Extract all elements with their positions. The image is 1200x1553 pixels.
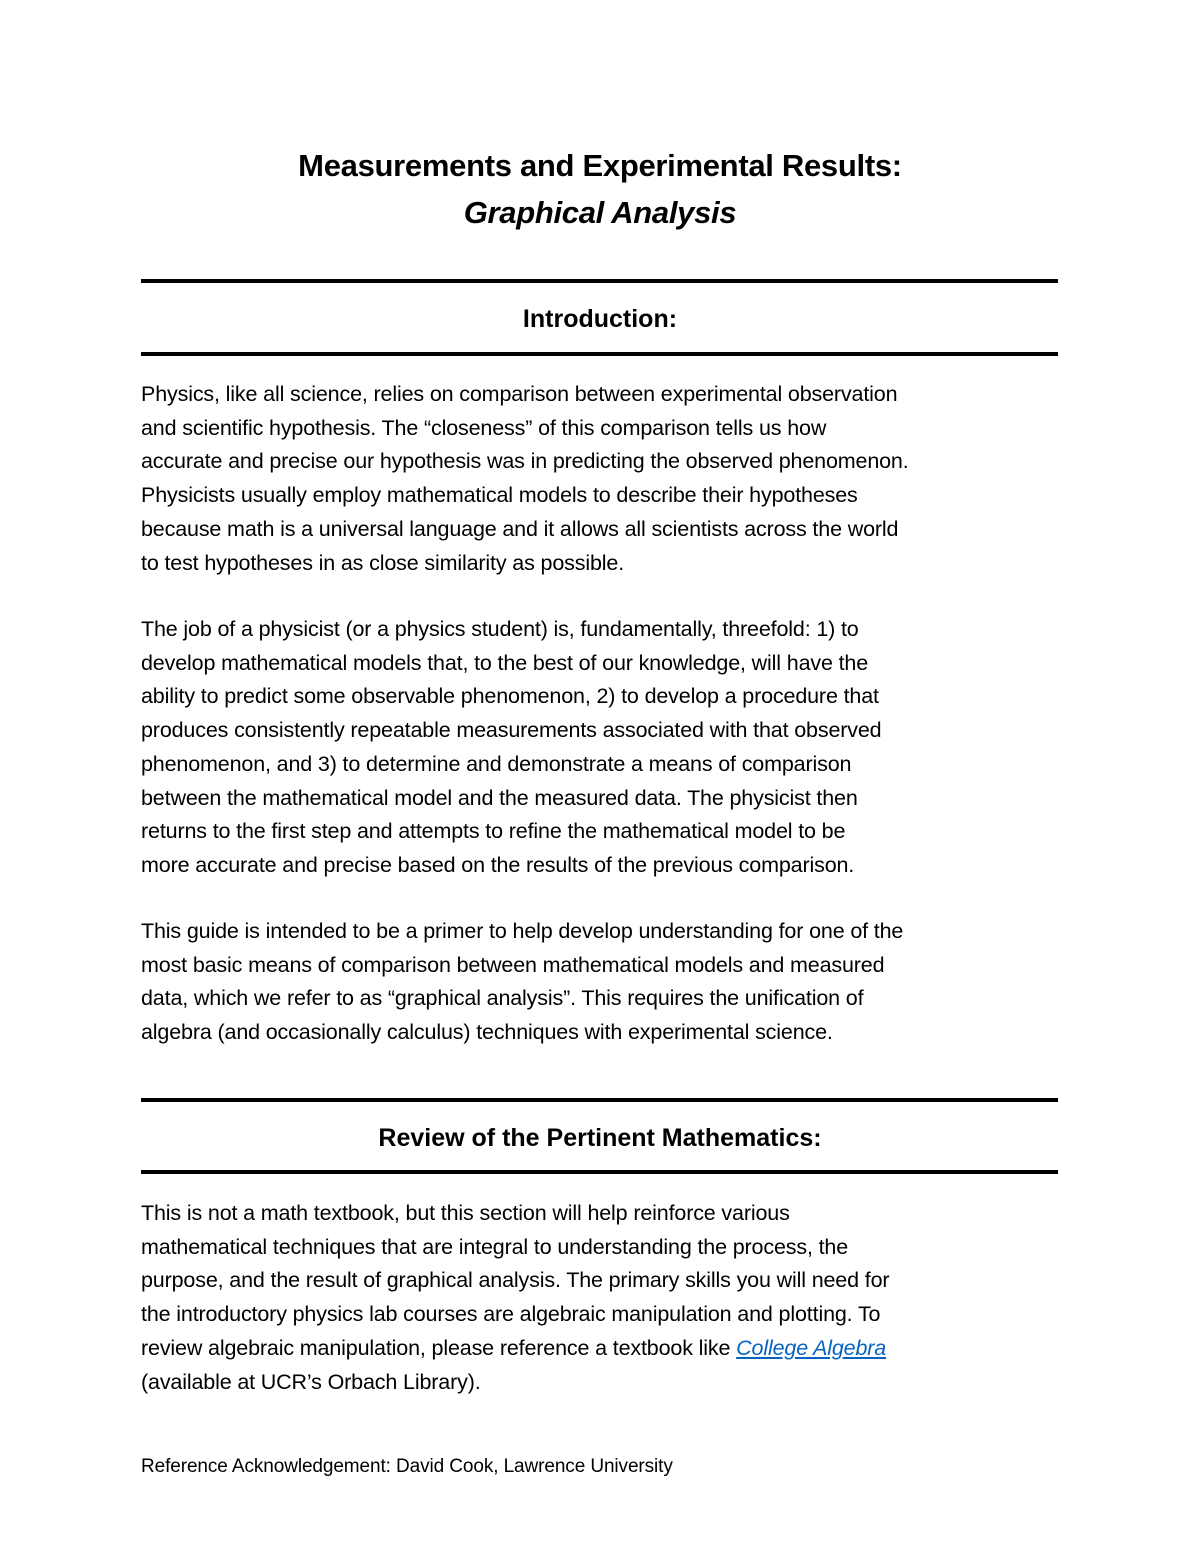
document-subtitle: Graphical Analysis (463, 195, 737, 230)
text-line: between the mathematical model and the measured data. The physicist then (141, 785, 858, 810)
text-line: most basic means of comparison between mathematical models and measured (141, 952, 885, 977)
text-line: and scientific hypothesis. The “closeness” of this comparison tells us how (141, 415, 827, 440)
text-line: (available at UCR’s Orbach Library). (141, 1369, 481, 1394)
review-paragraph (141, 1197, 1071, 1399)
text-line: algebra (and occasionally calculus) techniques with experimental science. (141, 1020, 833, 1045)
text-line: ability to predict some observable phenomenon, 2) to develop a procedure that (141, 684, 879, 709)
section-divider (141, 1170, 1058, 1174)
intro-paragraph-3 (141, 915, 1071, 1050)
text-line: Physics, like all science, relies on comparison between experimental observation (141, 382, 898, 406)
text-line: the introductory physics lab courses are algebraic manipulation and plotting. To (141, 1302, 881, 1327)
college-algebra-link[interactable]: College Algebra (736, 1335, 887, 1360)
text-line-with-link (141, 1332, 1071, 1366)
reference-acknowledgement: Reference Acknowledgement: David Cook, Lawrence University (141, 1456, 673, 1477)
link-line-prefix: review algebraic manipulation, please reference a textbook like (141, 1335, 737, 1360)
text-line: accurate and precise our hypothesis was in predicting the observed phenomenon. (141, 449, 909, 474)
intro-paragraph-2 (141, 613, 1071, 883)
text-line: produces consistently repeatable measurements associated with that observed (141, 718, 882, 743)
intro-paragraph-1 (141, 378, 1071, 580)
text-line: because math is a universal language and it allows all scientists across the world (141, 516, 899, 541)
text-line: phenomenon, and 3) to determine and demonstrate a means of comparison (141, 751, 852, 776)
text-line: The job of a physicist (or a physics student) is, fundamentally, threefold: 1) to (141, 617, 859, 641)
text-line: data, which we refer to as “graphical analysis”. This requires the unification of (141, 986, 864, 1011)
text-line: mathematical techniques that are integral to understanding the process, the (141, 1234, 849, 1259)
text-line: develop mathematical models that, to the best of our knowledge, will have the (141, 650, 869, 675)
section-divider (141, 279, 1058, 283)
text-line: Physicists usually employ mathematical models to describe their hypotheses (141, 483, 858, 508)
text-line: purpose, and the result of graphical analysis. The primary skills you will need for (141, 1268, 890, 1293)
text-line: This is not a math textbook, but this section will help reinforce various (141, 1201, 790, 1225)
section-divider (141, 352, 1058, 356)
section-divider (141, 1098, 1058, 1102)
text-line: This guide is intended to be a primer to help develop understanding for one of the (141, 919, 904, 943)
introduction-heading: Introduction: (522, 305, 678, 333)
text-line: to test hypotheses in as close similarity as possible. (141, 550, 625, 575)
text-line: more accurate and precise based on the results of the previous comparison. (141, 852, 855, 877)
document-title: Measurements and Experimental Results: (298, 148, 902, 183)
text-line: returns to the first step and attempts to refine the mathematical model to be (141, 819, 846, 844)
review-heading: Review of the Pertinent Mathematics: (378, 1124, 822, 1152)
